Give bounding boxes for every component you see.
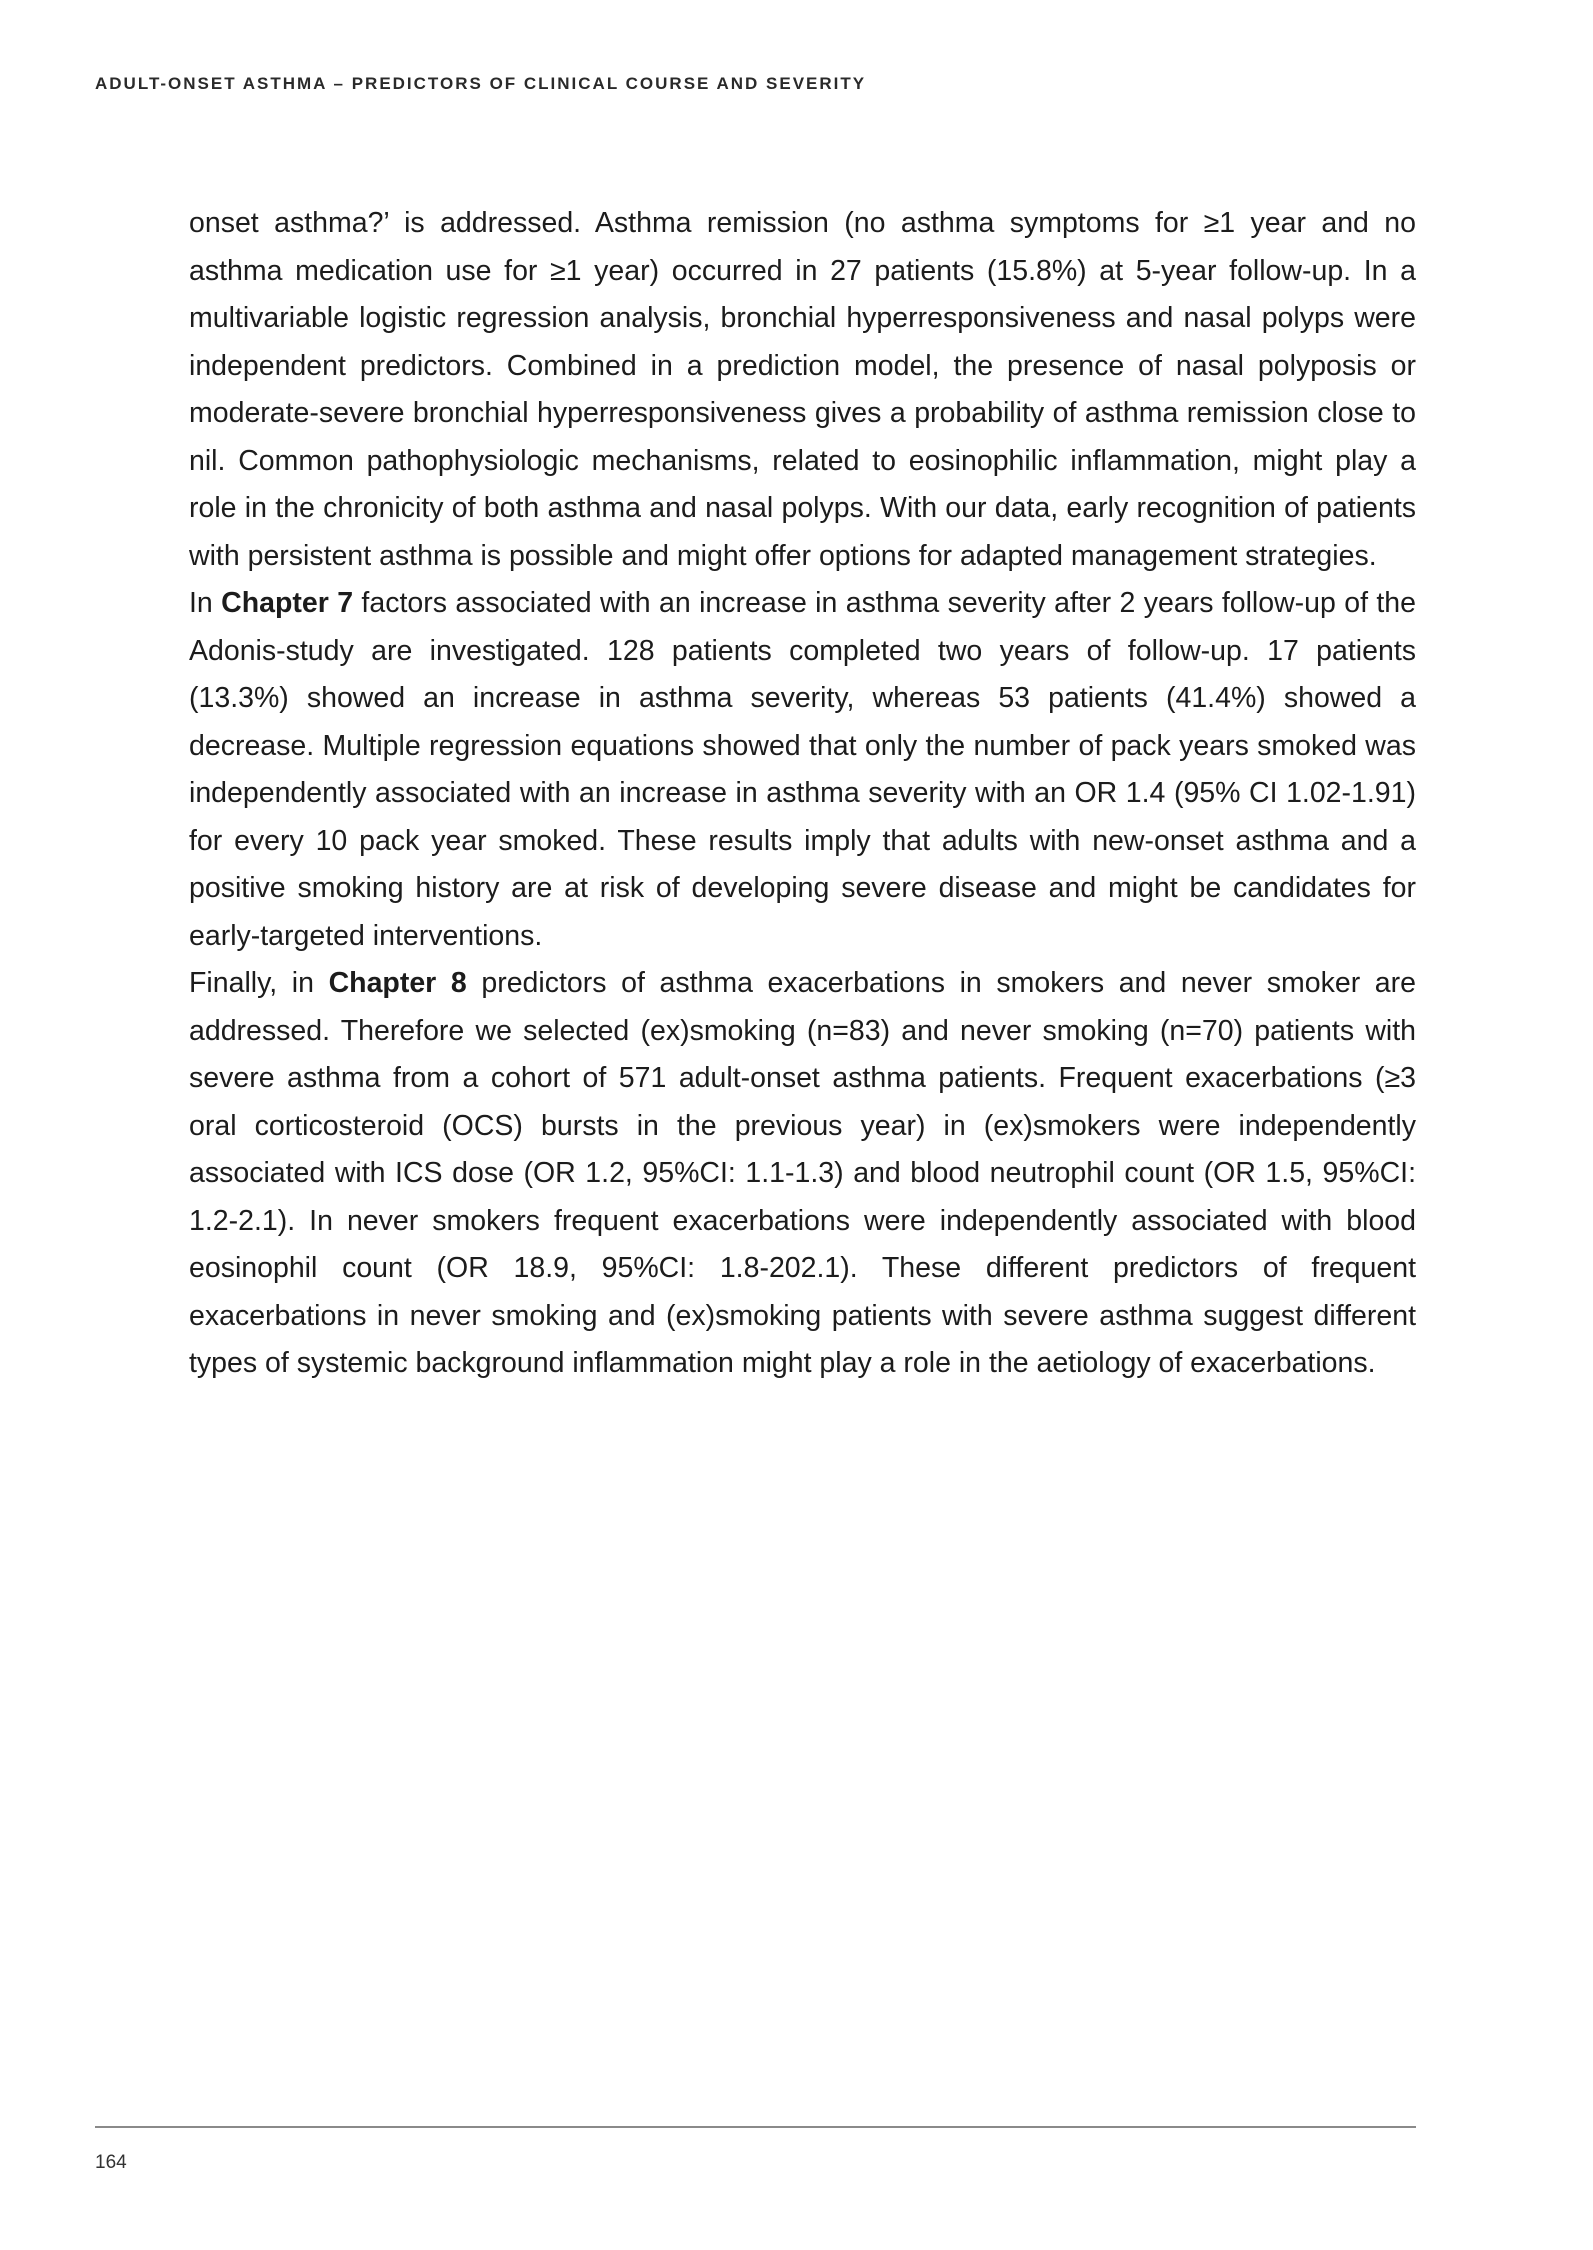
paragraph-chapter-7: [189, 580, 1416, 960]
paragraph-lead: Finally, in: [189, 967, 329, 999]
chapter-8-label: Chapter 8: [328, 967, 467, 999]
footer-divider: [95, 2126, 1416, 2128]
paragraph-remission: onset asthma?’ is addressed. Asthma remission (no asthma symptoms for ≥1 year and no asthma medication use for ≥1 year) occurred in 27 patients (15.8%) at 5-year follow-up. In a multivariable logistic regression analysis, bronchial hyperresponsiveness and nasal polyps were independent predictors. Combined in a prediction model, the presence of nasal polyposis or moderate-severe bronchial hyperresponsiveness gives a probability of asthma remission close to nil. Common pathophysiologic mechanisms, related to eosinophilic inflammation, might play a role in the chronicity of both asthma and nasal polyps. With our data, early recognition of patients with persistent asthma is possible and might offer options for adapted management strategies.: [189, 207, 1416, 572]
paragraph-lead: In: [189, 587, 222, 619]
paragraph-text: predictors of asthma exacerbations in smokers and never smoker are addressed. Therefore we selected (ex)smoking (n=83) and never smoking (n=70) patients with severe asthma from a cohort of 571 adult-onset asthma patients. Frequent exacerbations (≥3 oral corticosteroid (OCS) bursts in the previous year) in (ex)smokers were independently associated with ICS dose (OR 1.2, 95%CI: 1.1-1.3) and blood neutrophil count (OR 1.5, 95%CI: 1.2-2.1). In never smokers frequent exacerbations were independently associated with blood eosinophil count (OR 18.9, 95%CI: 1.8-202.1). These different predictors of frequent exacerbations in never smoking and (ex)smoking patients with severe asthma suggest different types of systemic background inflammation might play a role in the aetiology of exacerbations.: [189, 967, 1416, 1379]
body-text: [189, 200, 1416, 1388]
chapter-7-label: Chapter 7: [221, 587, 354, 619]
page-number: 164: [95, 2152, 127, 2173]
paragraph-chapter-8: [189, 960, 1416, 1388]
running-head: ADULT-ONSET ASTHMA – PREDICTORS OF CLINICAL COURSE AND SEVERITY: [95, 74, 867, 93]
paragraph-text: factors associated with an increase in asthma severity after 2 years follow-up of the Adonis-study are investigated. 128 patients completed two years of follow-up. 17 patients (13.3%) showed an increase in asthma severity, whereas 53 patients (41.4%) showed a decrease. Multiple regression equations showed that only the number of pack years smoked was independently associated with an increase in asthma severity with an OR 1.4 (95% CI 1.02-1.91) for every 10 pack year smoked. These results imply that adults with new-onset asthma and a positive smoking history are at risk of developing severe disease and might be candidates for early-targeted interventions.: [189, 587, 1417, 952]
